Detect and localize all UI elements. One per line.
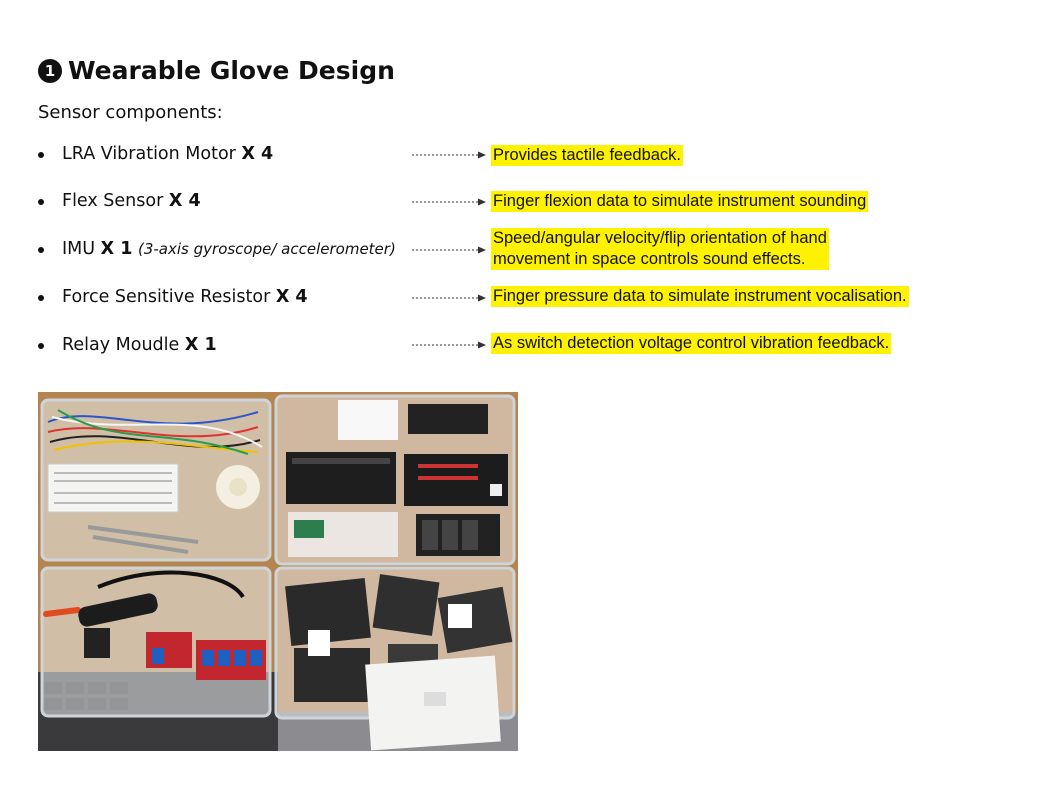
component-label <box>62 335 217 355</box>
component-name: Relay Moudle <box>62 335 180 355</box>
arrow-icon <box>412 246 486 254</box>
title-text: Wearable Glove Design <box>68 56 395 85</box>
component-row <box>0 230 1047 270</box>
arrow-icon <box>412 198 486 206</box>
arrow-icon <box>412 341 486 349</box>
component-description <box>491 228 829 270</box>
component-row <box>0 135 1047 175</box>
component-qty: X 4 <box>241 144 274 164</box>
component-qty: X 1 <box>100 239 133 259</box>
description-line: Provides tactile feedback. <box>493 146 682 164</box>
description-line: Speed/angular velocity/flip orientation of hand <box>493 229 827 247</box>
component-name: LRA Vibration Motor <box>62 144 236 164</box>
component-qty: X 1 <box>184 335 217 355</box>
description-line: As switch detection voltage control vibration feedback. <box>493 334 890 352</box>
section-subtitle: Sensor components: <box>38 102 223 123</box>
component-label <box>62 191 201 211</box>
component-label <box>62 287 308 307</box>
description-line: Finger pressure data to simulate instrument vocalisation. <box>493 287 907 305</box>
component-row <box>0 278 1047 318</box>
bullet-icon <box>38 343 44 349</box>
component-qty: X 4 <box>275 287 308 307</box>
bullet-icon <box>38 247 44 253</box>
component-description <box>491 333 891 354</box>
component-name: Flex Sensor <box>62 191 164 211</box>
bullet-icon <box>38 152 44 158</box>
bullet-icon <box>38 295 44 301</box>
component-row <box>0 182 1047 222</box>
description-line: Finger flexion data to simulate instrument sounding <box>493 192 867 210</box>
component-description <box>491 286 909 307</box>
component-kit-photo <box>38 392 518 751</box>
component-description <box>491 145 683 166</box>
page-title <box>38 56 395 85</box>
component-description <box>491 191 868 212</box>
component-name: Force Sensitive Resistor <box>62 287 271 307</box>
component-note: (3-axis gyroscope/ accelerometer) <box>138 240 396 258</box>
component-row <box>0 326 1047 366</box>
component-qty: X 4 <box>168 191 201 211</box>
arrow-icon <box>412 294 486 302</box>
component-label <box>62 239 396 259</box>
arrow-icon <box>412 151 486 159</box>
bullet-icon <box>38 199 44 205</box>
component-label <box>62 144 273 164</box>
component-name: IMU <box>62 239 96 259</box>
description-line: movement in space controls sound effects. <box>493 250 806 268</box>
number-badge-icon: 1 <box>38 59 62 83</box>
